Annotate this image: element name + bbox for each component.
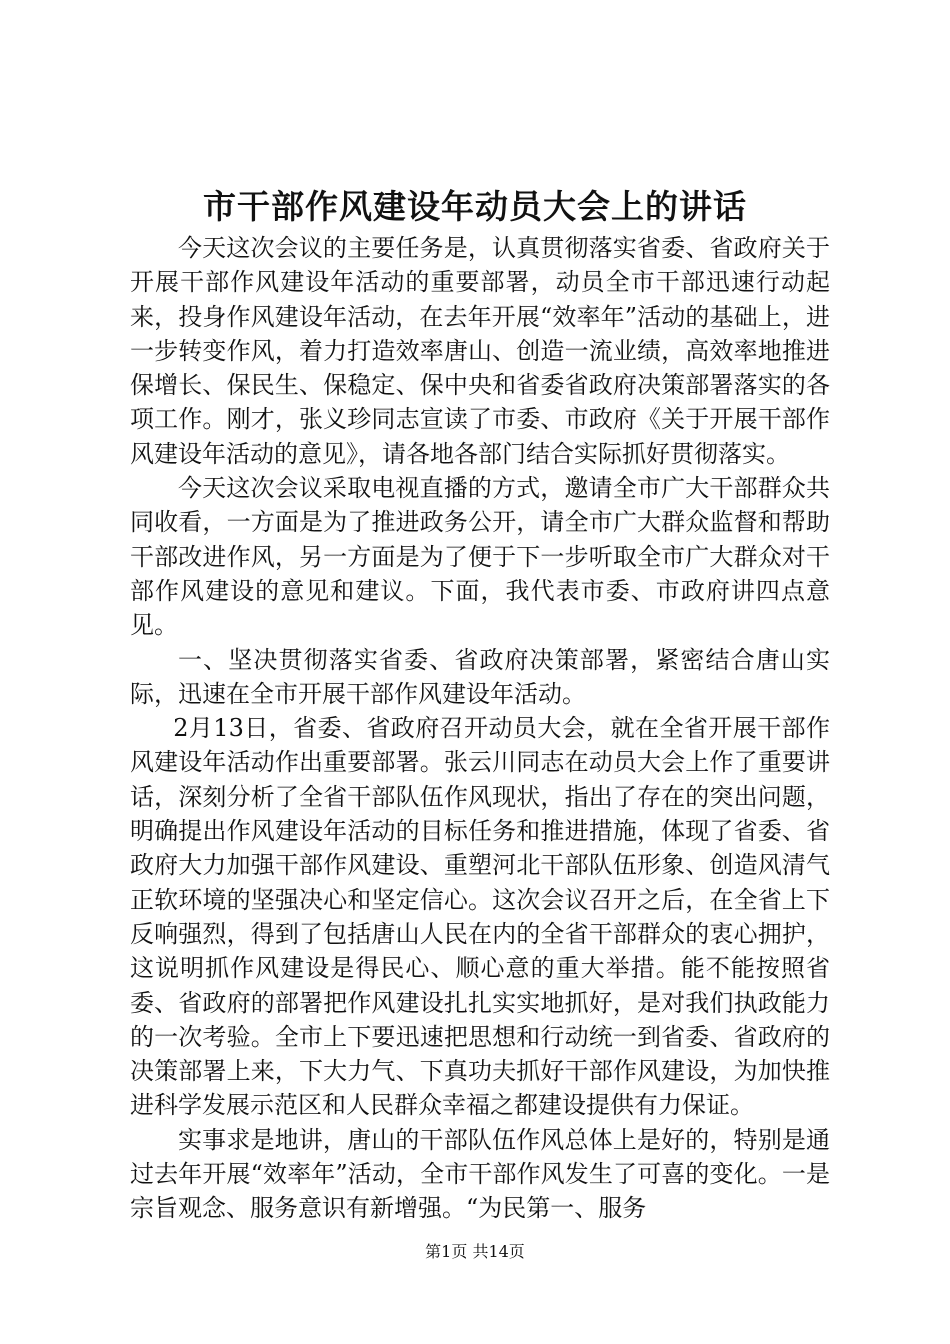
paragraph-5: 实事求是地讲，唐山的干部队伍作风总体上是好的，特别是通过去年开展“效率年”活动，全市干部作风发生了可喜的变化。一是宗旨观念、服务意识有新增强。“为民第一、服务 xyxy=(130,1125,830,1223)
page-footer: 第1页 共14页 xyxy=(425,1242,525,1261)
paragraph-2: 今天这次会议采取电视直播的方式，邀请全市广大干部群众共同收看，一方面是为了推进政务公开，请全市广大群众监督和帮助干部改进作风，另一方面是为了便于下一步听取全市广大群众对干部作风建设的意见和建议。下面，我代表市委、市政府讲四点意见。 xyxy=(130,474,830,640)
document-body xyxy=(130,231,830,1226)
paragraph-4: 2月13日，省委、省政府召开动员大会，就在全省开展干部作风建设年活动作出重要部署。张云川同志在动员大会上作了重要讲话，深刻分析了全省干部队伍作风现状，指出了存在的突出问题，明确提出作风建设年活动的目标任务和推进措施，体现了省委、省政府大力加强干部作风建设、重塑河北干部队伍形象、创造风清气正软环境的坚强决心和坚定信心。这次会议召开之后，在全省上下反响强烈，得到了包括唐山人民在内的全省干部群众的衷心拥护，这说明抓作风建设是得民心、顺心意的重大举措。能不能按照省委、省政府的部署把作风建设扎扎实实地抓好，是对我们执政能力的一次考验。全市上下要迅速把思想和行动统一到省委、省政府的决策部署上来，下大力气、下真功夫抓好干部作风建设，为加快推进科学发展示范区和人民群众幸福之都建设提供有力保证。 xyxy=(130,714,830,1120)
paragraph-3: 一、坚决贯彻落实省委、省政府决策部署，紧密结合唐山实际，迅速在全市开展干部作风建设年活动。 xyxy=(130,645,830,708)
document-title: 市干部作风建设年动员大会上的讲话 xyxy=(203,187,747,226)
paragraph-1: 今天这次会议的主要任务是，认真贯彻落实省委、省政府关于开展干部作风建设年活动的重要部署，动员全市干部迅速行动起来，投身作风建设年活动，在去年开展“效率年”活动的基础上，进一步转变作风，着力打造效率唐山、创造一流业绩，高效率地推进保增长、保民生、保稳定、保中央和省委省政府决策部署落实的各项工作。刚才，张义珍同志宣读了市委、市政府《关于开展干部作风建设年活动的意见》，请各地各部门结合实际抓好贯彻落实。 xyxy=(130,234,830,468)
